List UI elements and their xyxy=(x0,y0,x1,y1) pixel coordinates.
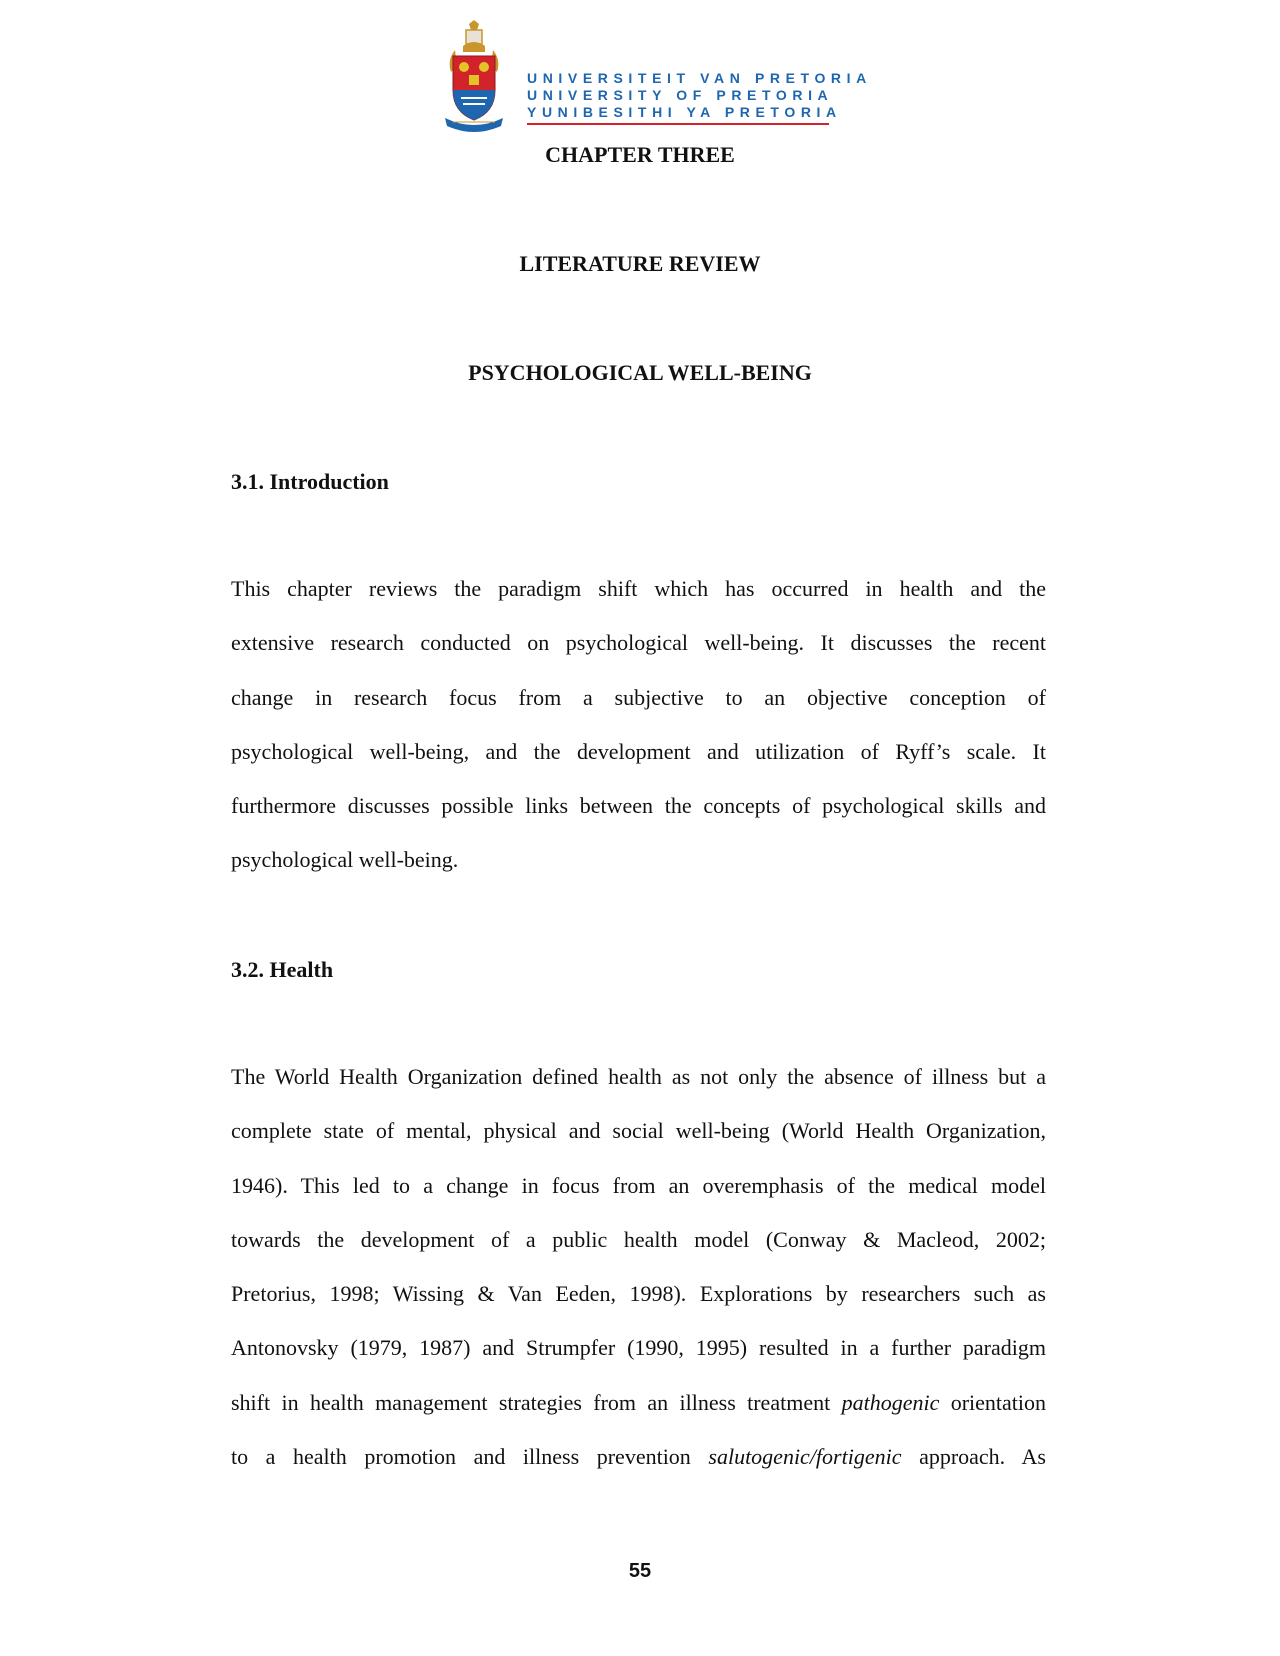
line-text: orientation xyxy=(950,1389,1047,1415)
topic-title: PSYCHOLOGICAL WELL-BEING xyxy=(468,360,812,385)
university-header xyxy=(439,20,872,132)
university-name-english: UNIVERSITY OF PRETORIA xyxy=(527,87,834,103)
paragraph-line: towards the development of a public health model (Conway & Macleod, 2002; xyxy=(231,1226,1046,1252)
line-text: to a health promotion and illness prevention xyxy=(231,1444,691,1470)
paragraph-line: psychological well-being, and the development and utilization of Ryff’s scale. It xyxy=(231,738,1046,764)
chapter-title: CHAPTER THREE xyxy=(545,142,735,167)
paragraph-line: psychological well-being. xyxy=(231,847,459,873)
paragraph-line: Antonovsky (1979, 1987) and Strumpfer (1990, 1995) resulted in a further paradigm xyxy=(231,1335,1046,1361)
university-name-sepedi: YUNIBESITHI YA PRETORIA xyxy=(527,104,842,120)
paragraph-line: This chapter reviews the paradigm shift which has occurred in health and the xyxy=(231,576,1046,601)
paragraph-line: Pretorius, 1998; Wissing & Van Eeden, 1998). Explorations by researchers such as xyxy=(231,1281,1046,1307)
paragraph-line: complete state of mental, physical and social well-being (World Health Organization, xyxy=(231,1118,1046,1144)
paragraph-line: change in research focus from a subjective to an objective conception of xyxy=(231,684,1046,710)
line-text: approach. As xyxy=(919,1444,1046,1470)
paragraph-line: extensive research conducted on psychological well-being. It discusses the recent xyxy=(231,630,1046,656)
introduction-paragraph xyxy=(231,576,1046,902)
paragraph-line: The World Health Organization defined health as not only the absence of illness but a xyxy=(231,1064,1046,1089)
section-heading-health: 3.2. Health xyxy=(231,957,334,982)
page-number: 55 xyxy=(628,1560,652,1582)
section-title: LITERATURE REVIEW xyxy=(519,251,761,276)
paragraph-line xyxy=(231,1444,1046,1498)
paragraph-line: furthermore discusses possible links between the concepts of psychological skills and xyxy=(231,793,1046,819)
university-crest-icon xyxy=(439,20,509,132)
line-text: shift in health management strategies from an illness treatment xyxy=(231,1389,831,1415)
university-names xyxy=(527,70,872,121)
italic-term-salutogenic: salutogenic/fortigenic xyxy=(708,1444,902,1470)
header-red-rule xyxy=(527,123,829,125)
section-heading-introduction: 3.1. Introduction xyxy=(231,469,389,494)
health-paragraph xyxy=(231,1064,1046,1498)
paragraph-line xyxy=(231,1390,1046,1444)
italic-term-pathogenic: pathogenic xyxy=(841,1389,940,1415)
paragraph-line: 1946). This led to a change in focus from an overemphasis of the medical model xyxy=(231,1172,1046,1198)
university-name-afrikaans: UNIVERSITEIT VAN PRETORIA xyxy=(527,70,872,86)
